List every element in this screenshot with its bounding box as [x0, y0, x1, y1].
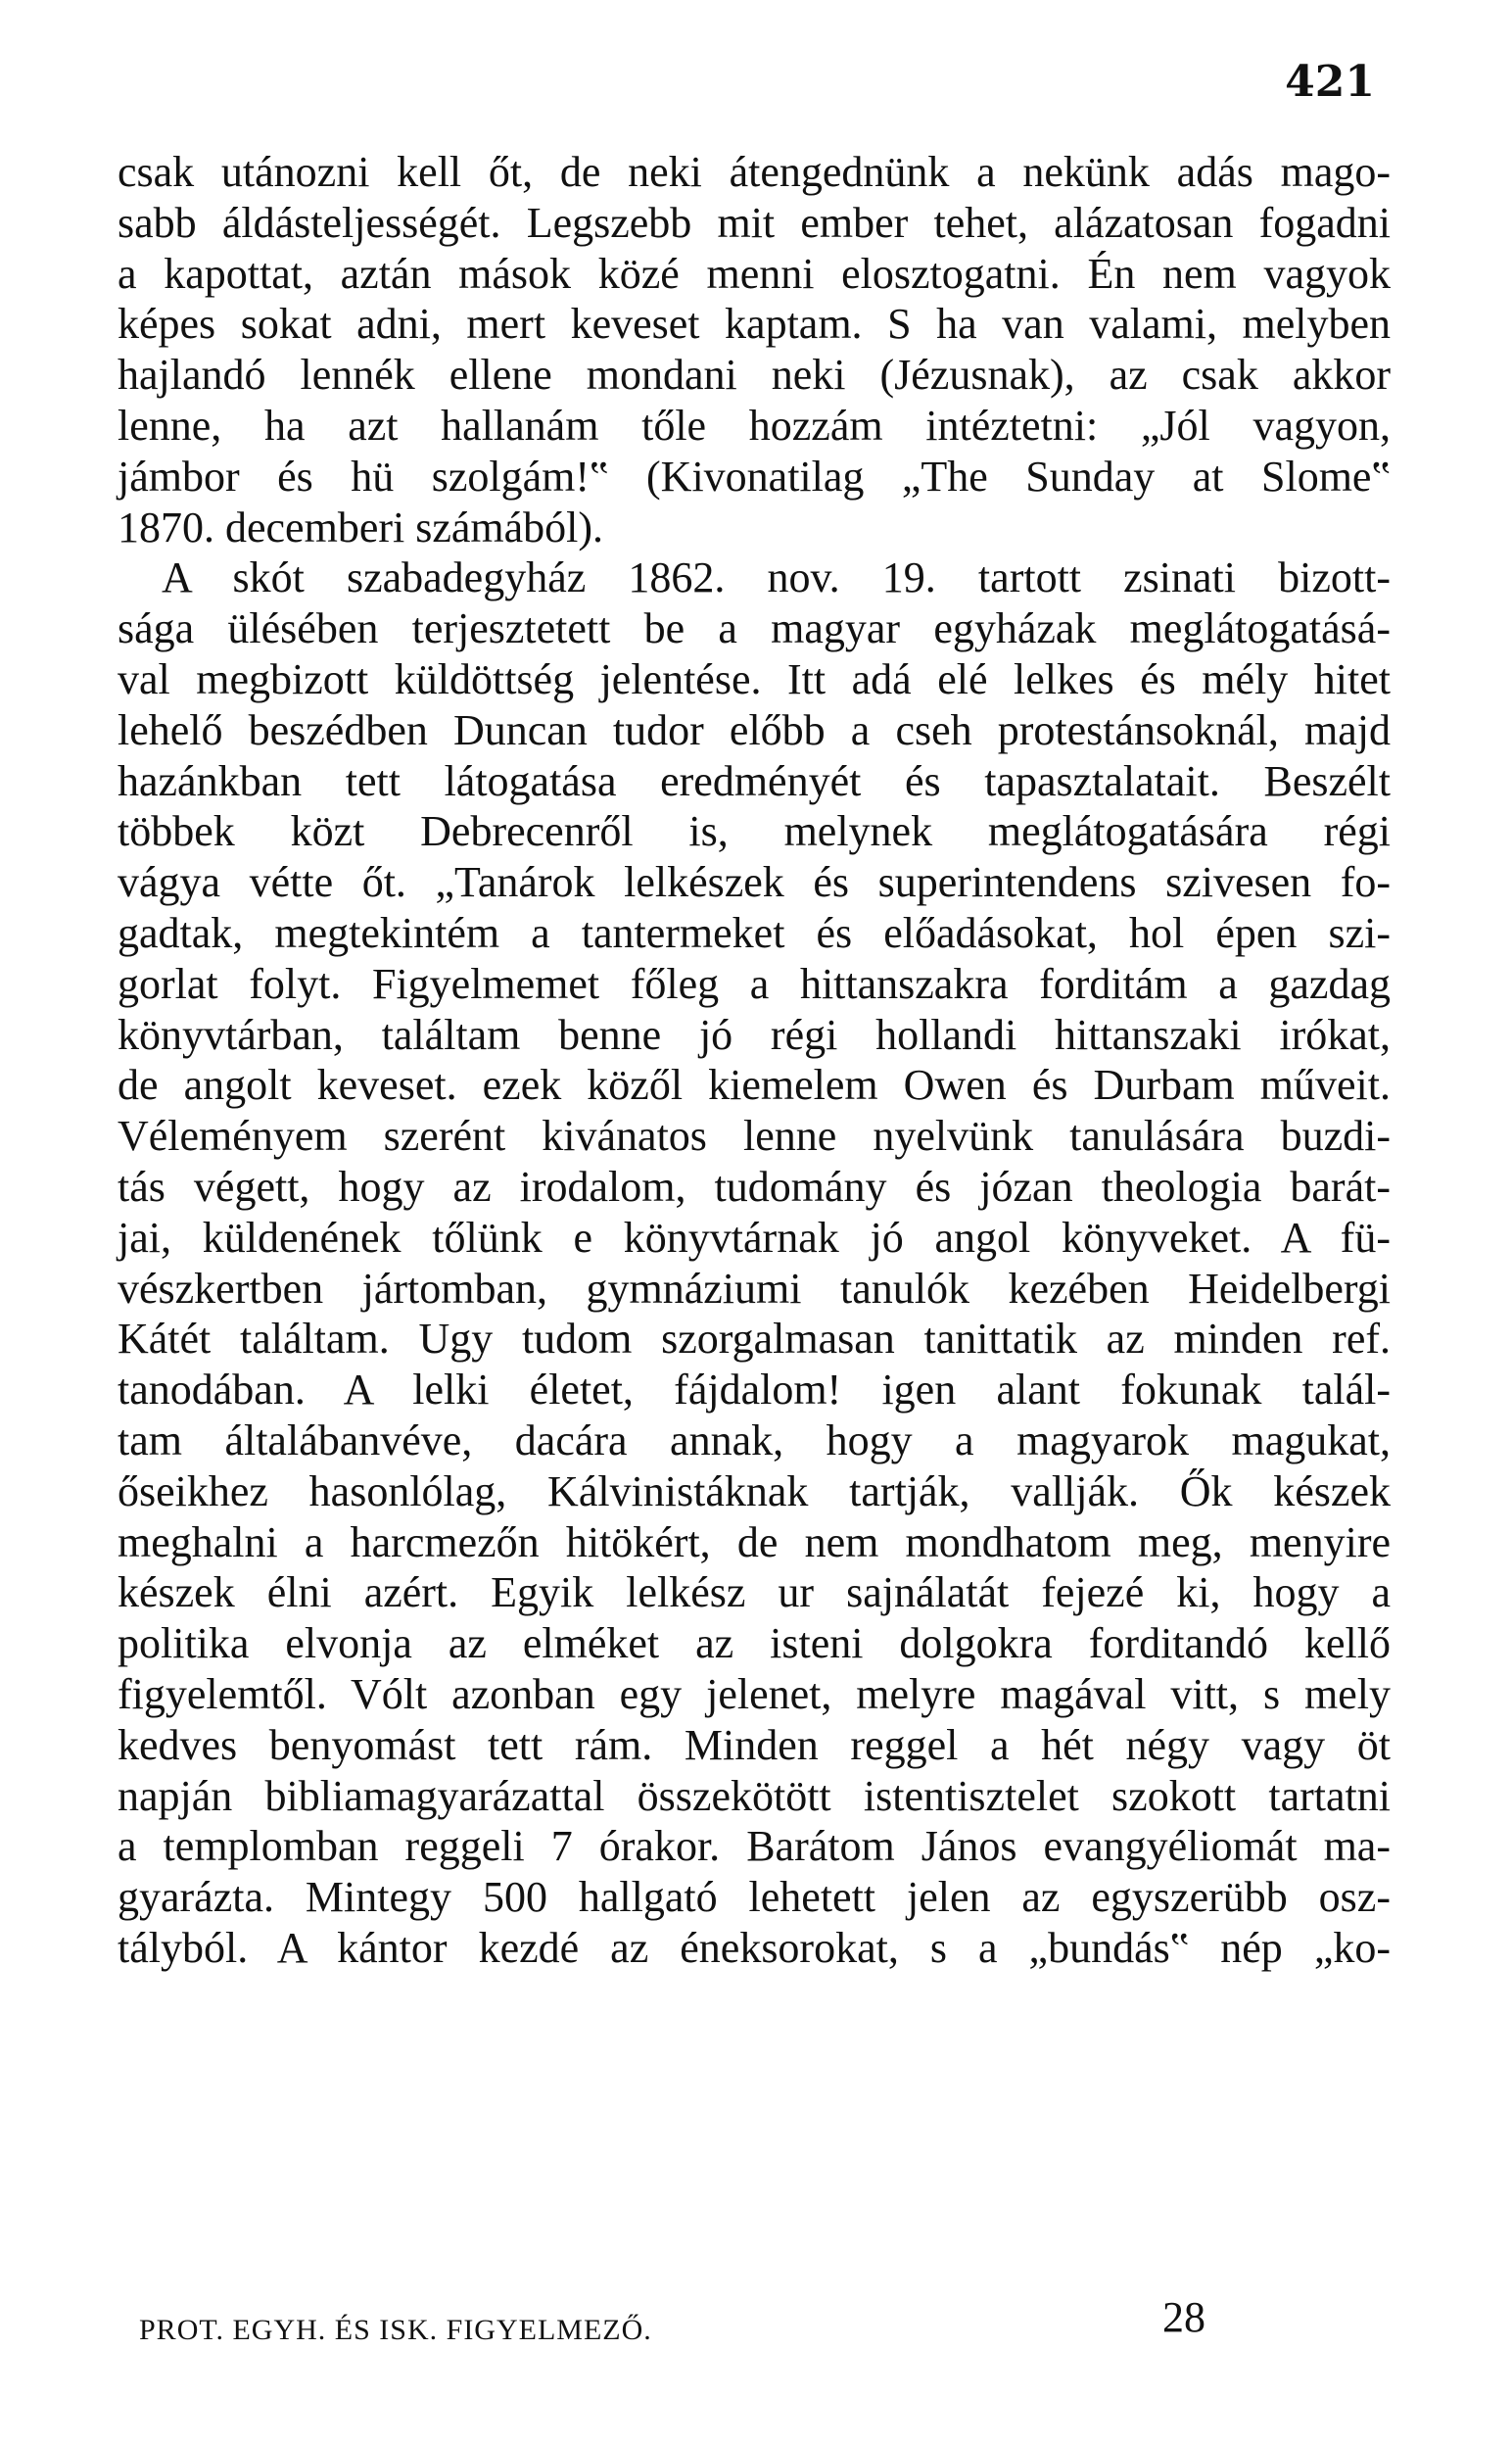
text-line: politika elvonja az elméket az isteni dolgokra forditandó kellő	[118, 1619, 1391, 1668]
page-footer	[139, 2292, 1373, 2351]
text-line: Véleményem szerént kivánatos lenne nyelvünk tanulására buzdi-	[118, 1112, 1391, 1161]
text-line: többek közt Debrecenről is, melynek meglátogatására régi	[118, 807, 1391, 856]
text-line: a kapottat, aztán mások közé menni elosztogatni. Én nem vagyok	[118, 249, 1391, 298]
journal-title: PROT. EGYH. ÉS ISK. FIGYELMEZŐ.	[139, 2314, 652, 2346]
text-line: de angolt keveset. ezek közől kiemelem Owen és Durbam műveit.	[118, 1061, 1391, 1110]
text-line: 1870. decemberi számából).	[118, 503, 604, 552]
text-line: kedves benyomást tett rám. Minden reggel a hét négy vagy öt	[118, 1720, 1391, 1769]
text-line: gyarázta. Mintegy 500 hallgató lehetett jelen az egyszerübb osz-	[118, 1873, 1391, 1922]
text-line: napján bibliamagyarázattal összekötött istentisztelet szokott tartatni	[118, 1771, 1391, 1820]
text-line: sága ülésében terjesztetett be a magyar egyházak meglátogatásá-	[118, 604, 1391, 653]
text-line: val megbizott küldöttség jelentése. Itt adá elé lelkes és mély hitet	[118, 654, 1391, 703]
text-line: meghalni a harcmezőn hitökért, de nem mondhatom meg, menyire	[118, 1517, 1391, 1566]
text-line: a templomban reggeli 7 órakor. Barátom János evangyéliomát ma-	[118, 1822, 1391, 1871]
text-line: hazánkban tett látogatása eredményét és tapasztalatait. Beszélt	[118, 756, 1391, 805]
signature-mark: 28	[1162, 2293, 1205, 2341]
text-line: lehelő beszédben Duncan tudor előbb a cseh protestánsoknál, majd	[118, 705, 1391, 754]
text-line: vágya vétte őt. „Tanárok lelkészek és superintendens szivesen fo-	[118, 858, 1391, 907]
text-line: Kátét találtam. Ugy tudom szorgalmasan tanittatik az minden ref.	[118, 1315, 1391, 1364]
text-line: tályból. A kántor kezdé az éneksorokat, s a „bundás‟ nép „ko-	[118, 1923, 1391, 1972]
body-text	[118, 147, 1391, 1974]
text-line: jai, küldenének tőlünk e könyvtárnak jó angol könyveket. A fü-	[118, 1213, 1391, 1262]
text-line: vészkertben jártomban, gymnáziumi tanulók kezében Heidelbergi	[118, 1264, 1391, 1313]
text-line: tanodában. A lelki életet, fájdalom! igen alant fokunak talál-	[118, 1366, 1391, 1415]
text-line: jámbor és hü szolgám!‟ (Kivonatilag „The Sunday at Slome‟	[118, 452, 1391, 501]
text-line: A skót szabadegyház 1862. nov. 19. tartott zsinati bizott-	[162, 553, 1391, 602]
text-line: gadtak, megtekintém a tantermeket és előadásokat, hol épen szi-	[118, 908, 1391, 957]
page-number: 421	[1285, 57, 1375, 107]
text-line: készek élni azért. Egyik lelkész ur sajnálatát fejezé ki, hogy a	[118, 1568, 1391, 1617]
text-line: tás végett, hogy az irodalom, tudomány és józan theologia barát-	[118, 1162, 1391, 1211]
text-line: őseikhez hasonlólag, Kálvinistáknak tartják, vallják. Ők készek	[118, 1466, 1391, 1515]
text-line: könyvtárban, találtam benne jó régi hollandi hittanszaki irókat,	[118, 1010, 1391, 1059]
text-line: sabb áldásteljességét. Legszebb mit ember tehet, alázatosan fogadni	[118, 198, 1391, 247]
text-line: tam általábanvéve, dacára annak, hogy a magyarok magukat,	[118, 1415, 1391, 1464]
text-line: hajlandó lennék ellene mondani neki (Jézusnak), az csak akkor	[118, 351, 1391, 400]
text-line: gorlat folyt. Figyelmemet főleg a hittanszakra forditám a gazdag	[118, 959, 1391, 1008]
text-line: figyelemtől. Vólt azonban egy jelenet, melyre magával vitt, s mely	[118, 1669, 1391, 1718]
text-line: képes sokat adni, mert keveset kaptam. S ha van valami, melyben	[118, 300, 1391, 349]
text-line: csak utánozni kell őt, de neki átengednünk a nekünk adás mago-	[118, 148, 1391, 196]
text-line: lenne, ha azt hallanám tőle hozzám intéztetni: „Jól vagyon,	[118, 401, 1391, 450]
